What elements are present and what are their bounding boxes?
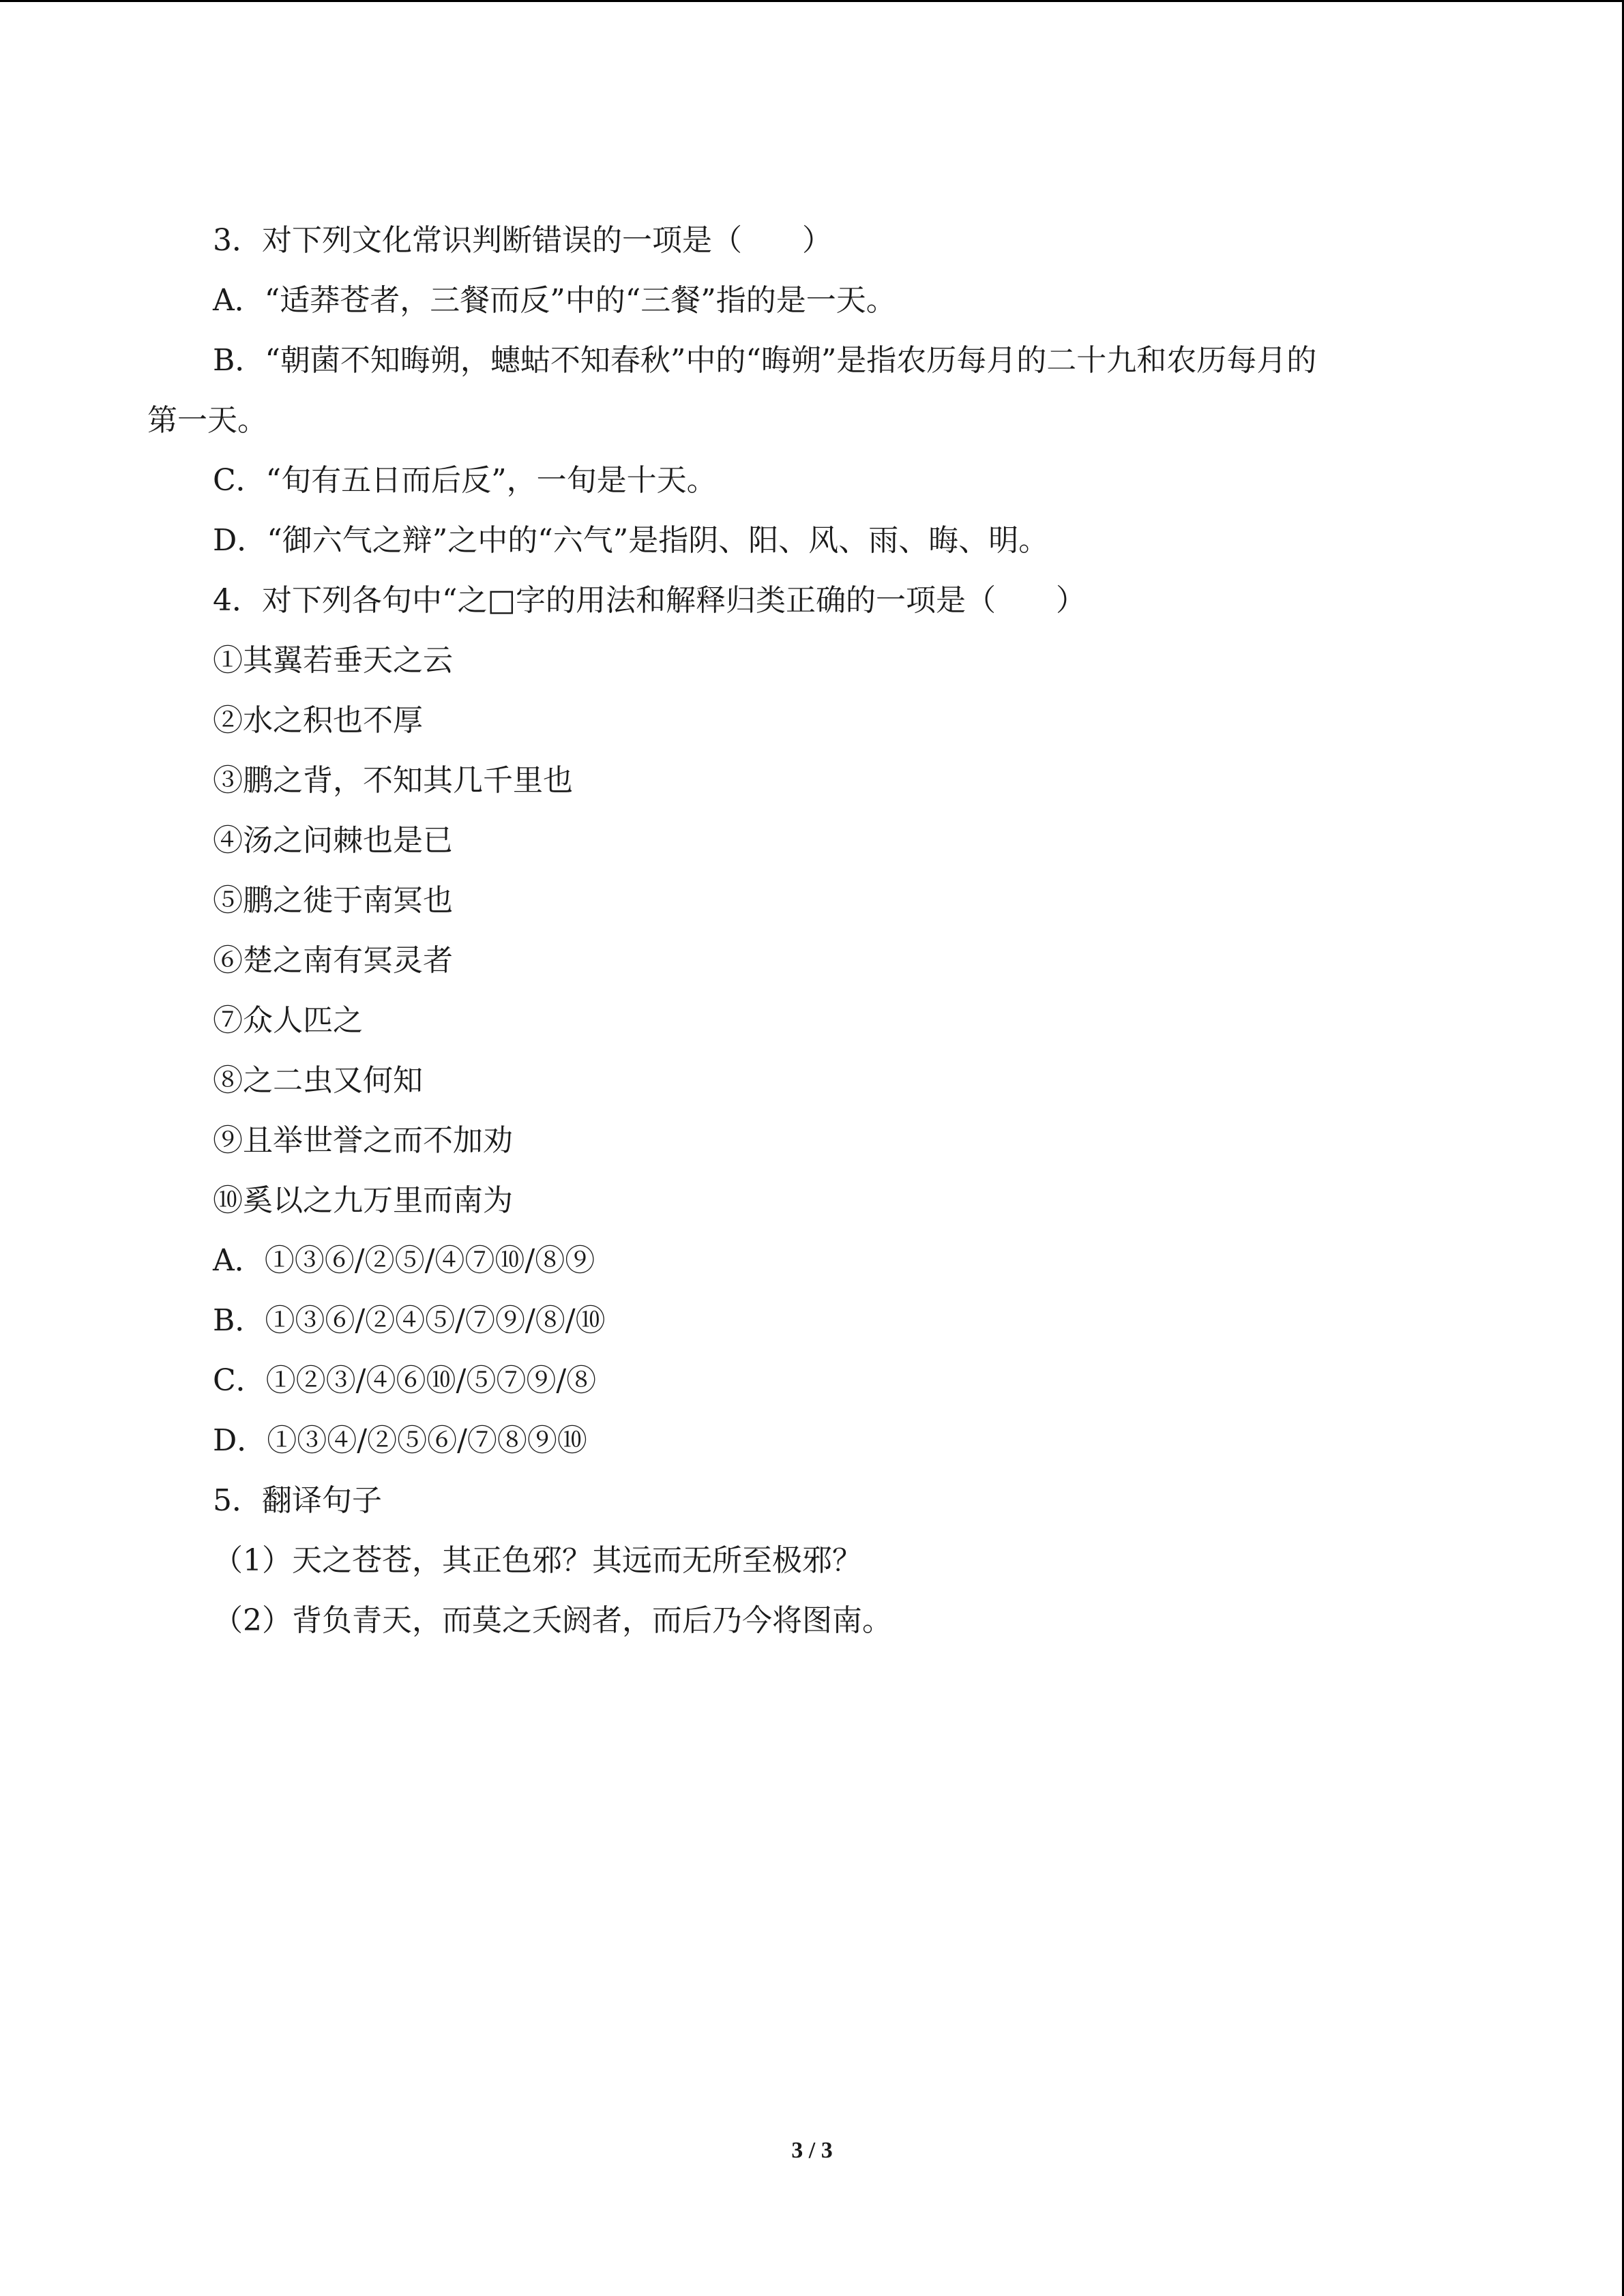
question-4-option-d: D．①③④/②⑤⑥/⑦⑧⑨⑩ (213, 1423, 587, 1458)
question-3-option-b-line-2: 第一天。 (147, 403, 267, 438)
question-3-option-b-line-1: B．“朝菌不知晦朔，蟪蛄不知春秋”中的“晦朔”是指农历每月的二十九和农历每月的 (213, 343, 1317, 378)
question-3-stem: 3．对下列文化常识判断错误的一项是（ ） (213, 223, 832, 258)
question-4-sentence-10: ⑩奚以之九万里而南为 (213, 1183, 513, 1218)
question-4-option-b: B．①③⑥/②④⑤/⑦⑨/⑧/⑩ (213, 1303, 606, 1338)
question-4-option-a: A．①③⑥/②⑤/④⑦⑩/⑧⑨ (213, 1243, 595, 1278)
question-4-sentence-2: ②水之积也不厚 (213, 703, 423, 738)
question-4-sentence-1: ①其翼若垂天之云 (213, 643, 453, 678)
question-4-sentence-6: ⑥楚之南有冥灵者 (213, 943, 453, 978)
question-4-sentence-9: ⑨且举世誉之而不加劝 (213, 1123, 513, 1158)
question-4-sentence-5: ⑤鹏之徙于南冥也 (213, 883, 453, 918)
question-4-sentence-8: ⑧之二虫又何知 (213, 1063, 423, 1098)
question-5-item-2: （2）背负青天，而莫之夭阏者，而后乃今将图南。 (213, 1603, 892, 1638)
question-4-sentence-3: ③鹏之背，不知其几千里也 (213, 763, 573, 798)
question-4-sentence-7: ⑦众人匹之 (213, 1003, 363, 1038)
question-3-option-c: C．“旬有五日而后反”，一旬是十天。 (213, 463, 717, 498)
question-4-stem: 4．对下列各句中“之□字的用法和解释归类正确的一项是（ ） (213, 583, 1087, 618)
question-3-option-a: A．“适莽苍者，三餐而反”中的“三餐”指的是一天。 (213, 283, 896, 318)
page-content (147, 211, 1471, 1651)
question-5-item-1: （1）天之苍苍，其正色邪？其远而无所至极邪？ (213, 1543, 862, 1578)
question-5-stem: 5．翻译句子 (213, 1483, 382, 1518)
question-3-option-d: D．“御六气之辩”之中的“六气”是指阴、阳、风、雨、晦、明。 (213, 523, 1049, 558)
question-4-option-c: C．①②③/④⑥⑩/⑤⑦⑨/⑧ (213, 1363, 597, 1398)
question-4-sentence-4: ④汤之问棘也是已 (213, 823, 453, 858)
page-number: 3 / 3 (791, 2138, 833, 2163)
